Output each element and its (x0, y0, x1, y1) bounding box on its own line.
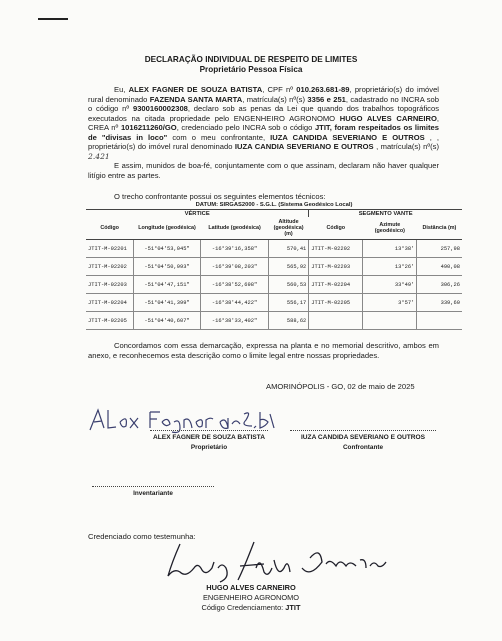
table-row (86, 240, 462, 258)
longitude: -51°04'41,399" (133, 294, 201, 312)
declaration-paragraph-1: Eu, ALEX FAGNER DE SOUZA BATISTA, CPF nº 010.263.681-89, proprietário(s) do imóvel rural denominado FAZENDA SANTA MARTA, matrícula(s) nº(s) 3356 e 251, cadastrado no INCRA sob o código nº 9300160002308, declaro sob as penas da Lei que quando dos trabalhos topográficos executados na citada propriedade pelo ENGENHEIRO AGRONOMO HUGO ALVES CARNEIRO, CREA nº 1016211260/GO, credenciado pelo INCRA sob o código JTIT, foram respeitados os limites de "divisas in loco" com o meu confrontante, IUZA CANDIDA SEVERIANO E OUTROS , , proprietário(s) do imóvel rural denominado IUZA CANDIA SEVERIANO E OUTROS , matrícula(s) nº(s) 2.421 (88, 85, 440, 161)
longitude: -51°04'53,045" (133, 240, 201, 258)
engineer-name: HUGO ALVES CARNEIRO (339, 113, 437, 123)
col-header: Azimute (geodésico) (363, 217, 417, 240)
latitude: -16°38'44,422" (201, 294, 269, 312)
table-row (86, 258, 462, 276)
witness-signature (160, 538, 390, 586)
col-header: Código (309, 217, 363, 240)
col-header: Código (86, 217, 133, 240)
table-row (86, 276, 462, 294)
declaration-paragraph-2: E assim, munidos de boa-fé, conjuntamente com o que assinam, declaram não haver qualquer litígio entre as partes. (88, 161, 439, 180)
neighbor-signature-name: IUZA CANDIDA SEVERIANO E OUTROS (300, 434, 426, 441)
neighbor-signature-line (290, 430, 436, 431)
distance: 339,60 (417, 294, 462, 312)
segment-code: JTIT-M-02203 (309, 258, 363, 276)
vertex-group-header: VÉRTICE (86, 210, 309, 218)
inventoried-signature-line (92, 486, 214, 487)
engineer-signature-name: HUGO ALVES CARNEIRO (206, 583, 296, 592)
longitude: -51°04'40,607" (133, 312, 201, 330)
vertex-code: JTIT-M-02201 (86, 240, 133, 258)
neighbor-name: IUZA CANDIDA SEVERIANO E OUTROS (270, 132, 425, 142)
distance: 257,98 (417, 240, 462, 258)
vertex-code: JTIT-M-02204 (86, 294, 133, 312)
owner-signature-line (150, 430, 268, 431)
technical-elements-table (86, 201, 462, 330)
neighbor-signature-role: Confrontante (342, 444, 384, 451)
distance: 306,26 (417, 276, 462, 294)
azimuth: 13°26' (363, 258, 417, 276)
segment-code (309, 312, 363, 330)
table-row (86, 294, 462, 312)
latitude: -16°39'16,358" (201, 240, 269, 258)
col-header: Longitude (geodésica) (133, 217, 201, 240)
altitude: 556,17 (268, 294, 309, 312)
declaration-body (88, 85, 439, 180)
engineer-title: ENGENHEIRO AGRONOMO (202, 593, 300, 602)
table-header-row (86, 217, 462, 240)
document-subtitle: Proprietário Pessoa Física (199, 65, 303, 74)
altitude: 565,92 (268, 258, 309, 276)
document-title: DECLARAÇÃO INDIVIDUAL DE RESPEITO DE LIMITES (144, 55, 358, 64)
datum-header: DATUM: SIRGAS2000 - S.G.L. (Sistema Geodésico Local) (86, 201, 462, 210)
segment-group-header: SEGMENTO VANTE (358, 210, 413, 217)
segment-code: JTIT-M-02204 (309, 276, 363, 294)
col-header: Distância (m) (417, 217, 462, 240)
azimuth: 3°57' (363, 294, 417, 312)
col-header: Altitude (geodésica) (m) (268, 217, 309, 240)
vertex-code: JTIT-M-02205 (86, 312, 133, 330)
owner-cpf: 010.263.681-89 (296, 85, 350, 94)
segment-code: JTIT-M-02205 (309, 294, 363, 312)
neighbor-property: IUZA CANDIA SEVERIANO E OUTROS (234, 142, 374, 151)
scan-mark (38, 18, 68, 20)
property-registration: 3356 e 251 (307, 94, 346, 104)
latitude: -16°38'33,402" (201, 312, 269, 330)
vertex-code: JTIT-M-02202 (86, 258, 133, 276)
azimuth: 13°38' (363, 240, 417, 258)
distance (417, 312, 462, 330)
latitude: -16°39'08,203" (201, 258, 269, 276)
credentialed-witness-label: Credenciado como testemunha: (88, 532, 196, 541)
azimuth: 33°49' (363, 276, 417, 294)
latitude: -16°38'52,698" (201, 276, 269, 294)
distance: 490,08 (417, 258, 462, 276)
credential-code: JTIT (314, 123, 330, 132)
owner-signature-name: ALEX FAGNER DE SOUZA BATISTA (153, 434, 265, 441)
incra-code: 9300160002308 (132, 104, 188, 113)
inventoried-signature-role: Inventariante (133, 490, 173, 497)
segment-code: JTIT-M-02202 (309, 240, 363, 258)
table-caption: O trecho confrontante possui os seguintes elementos técnicos: (114, 192, 326, 201)
agreement-paragraph: Concordamos com essa demarcação, expressa na planta e no memorial descritivo, ambos em anexo, e reconhecemos esta descrição como o limite legal entre nossas propriedades. (88, 341, 439, 360)
crea-number: 1016211260/GO (120, 123, 177, 132)
neighbor-registration-handwritten: 2.421 (88, 151, 110, 161)
vertex-code: JTIT-M-02203 (86, 276, 133, 294)
longitude: -51°04'47,151" (133, 276, 201, 294)
engineer-credential: Código Credenciamento: JTIT (201, 603, 301, 612)
table-row (86, 312, 462, 330)
owner-name: ALEX FAGNER DE SOUZA BATISTA (128, 85, 263, 94)
altitude: 560,53 (268, 276, 309, 294)
azimuth (363, 312, 417, 330)
altitude: 570,41 (268, 240, 309, 258)
col-header: Latitude (geodésica) (201, 217, 269, 240)
engineer-credential-code: JTIT (285, 603, 301, 612)
altitude: 588,62 (268, 312, 309, 330)
place-date: AMORINÓPOLIS - GO, 02 de maio de 2025 (266, 382, 415, 391)
owner-signature-role: Proprietário (190, 444, 228, 451)
property-name: FAZENDA SANTA MARTA (149, 94, 243, 104)
longitude: -51°04'50,993" (133, 258, 201, 276)
